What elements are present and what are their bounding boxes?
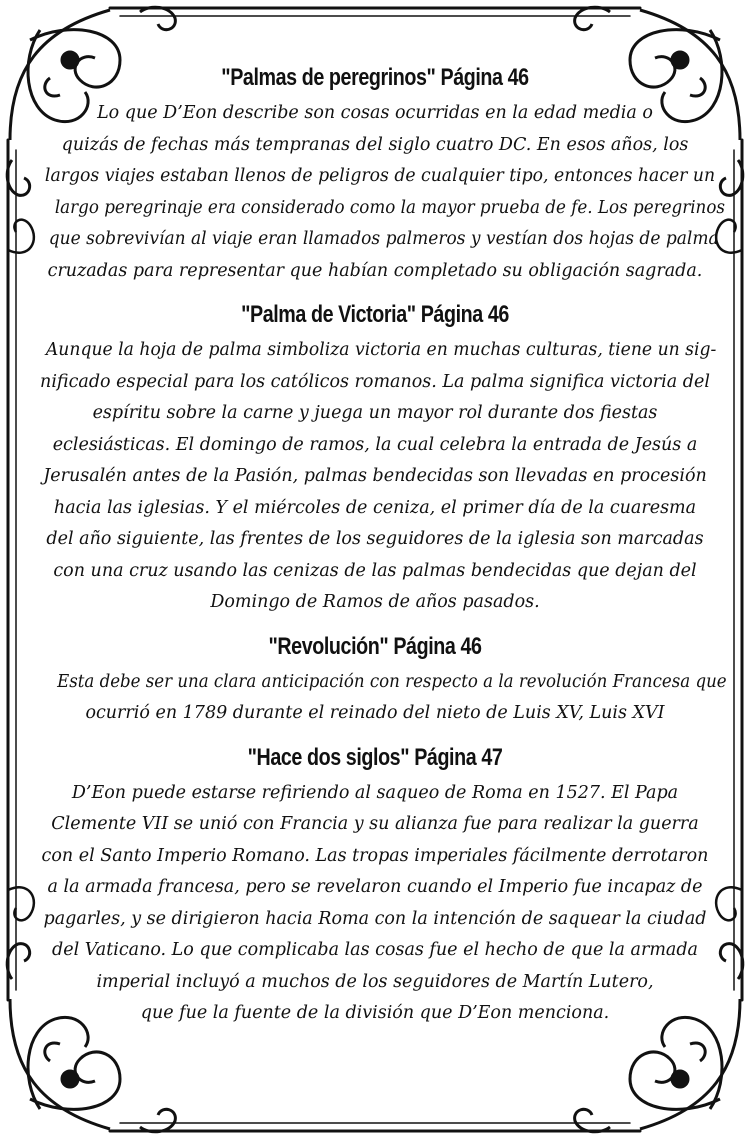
- text-line: quizás de fechas más tempranas del siglo cuatro DC. En esos años, los: [61, 134, 689, 155]
- section-paragraph: [40, 335, 717, 619]
- text-line: Lo que D’Eon describe son cosas ocurridas en la edad media o: [97, 103, 653, 123]
- section-paragraph: [40, 98, 725, 287]
- text-line: espíritu sobre la carne y juega un mayor rol durante dos fiestas: [92, 403, 658, 423]
- text-line: largo peregrinaje era considerado como la mayor prueba de fe. Los peregrinos: [54, 197, 725, 218]
- section-revolucion: [40, 632, 727, 730]
- section-title: "Revolución" Página 46: [268, 632, 482, 660]
- text-line: ocurrió en 1789 durante el reinado del nieto de Luis XV, Luis XVI: [85, 703, 665, 723]
- text-line: nificado especial para los católicos romanos. La palma significa victoria del: [40, 371, 710, 392]
- document-body: [40, 60, 727, 1044]
- text-line: con una cruz usando las cenizas de las palmas bendecidas que dejan del: [53, 560, 697, 581]
- section-hace-dos-siglos: [40, 744, 710, 1030]
- text-line: largos viajes estaban llenos de peligros de cualquier tipo, entonces hacer un: [44, 166, 716, 186]
- section-paragraph: [40, 778, 710, 1030]
- section-title: "Hace dos siglos" Página 47: [247, 743, 503, 771]
- text-line: a la armada francesa, pero se revelaron cuando el Imperio fue incapaz de: [47, 877, 703, 897]
- section-paragraph: [40, 667, 727, 730]
- section-palmas-de-peregrinos: [40, 64, 725, 287]
- text-line: que fue la fuente de la división que D’Eon menciona.: [140, 1003, 610, 1023]
- section-title: "Palma de Victoria" Página 46: [241, 301, 509, 328]
- text-line: con el Santo Imperio Romano. Las tropas imperiales fácilmente derrotaron: [41, 845, 709, 866]
- text-line: eclesiásticas. El domingo de ramos, la cual celebra la entrada de Jesús a: [52, 434, 698, 455]
- text-line: Domingo de Ramos de años pasados.: [210, 592, 540, 612]
- text-line: Clemente VII se unió con Francia y su alianza fue para realizar la guerra: [51, 814, 699, 834]
- text-line: Aunque la hoja de palma simboliza victoria en muchas culturas, tiene un sig-: [45, 340, 717, 360]
- section-title: "Palmas de peregrinos" Página 46: [221, 64, 529, 91]
- text-line: hacia las iglesias. Y el miércoles de ceniza, el primer día de la cuaresma: [53, 497, 697, 518]
- text-line: Esta debe ser una clara anticipación con respecto a la revolución Francesa que: [57, 671, 727, 692]
- text-line: pagarles, y se dirigieron hacia Roma con la intención de saquear la ciudad: [43, 908, 707, 929]
- text-line: D’Eon puede estarse refiriendo al saqueo de Roma en 1527. El Papa: [71, 782, 679, 803]
- text-line: imperial incluyó a muchos de los seguidores de Martín Lutero,: [96, 971, 654, 992]
- text-line: cruzadas para representar que habían completado su obligación sagrada.: [47, 260, 703, 281]
- text-line: del año siguiente, las frentes de los seguidores de la iglesia son marcadas: [46, 529, 704, 549]
- text-line: que sobrevivían al viaje eran llamados palmeros y vestían dos hojas de palma: [48, 229, 719, 249]
- text-line: del Vaticano. Lo que complicaba las cosas fue el hecho de que la armada: [52, 940, 698, 960]
- section-palma-de-victoria: [40, 301, 717, 619]
- left-side-ornament: [8, 220, 34, 921]
- text-line: Jerusalén antes de la Pasión, palmas bendecidas son llevadas en procesión: [43, 466, 707, 486]
- right-side-ornament: [716, 220, 742, 921]
